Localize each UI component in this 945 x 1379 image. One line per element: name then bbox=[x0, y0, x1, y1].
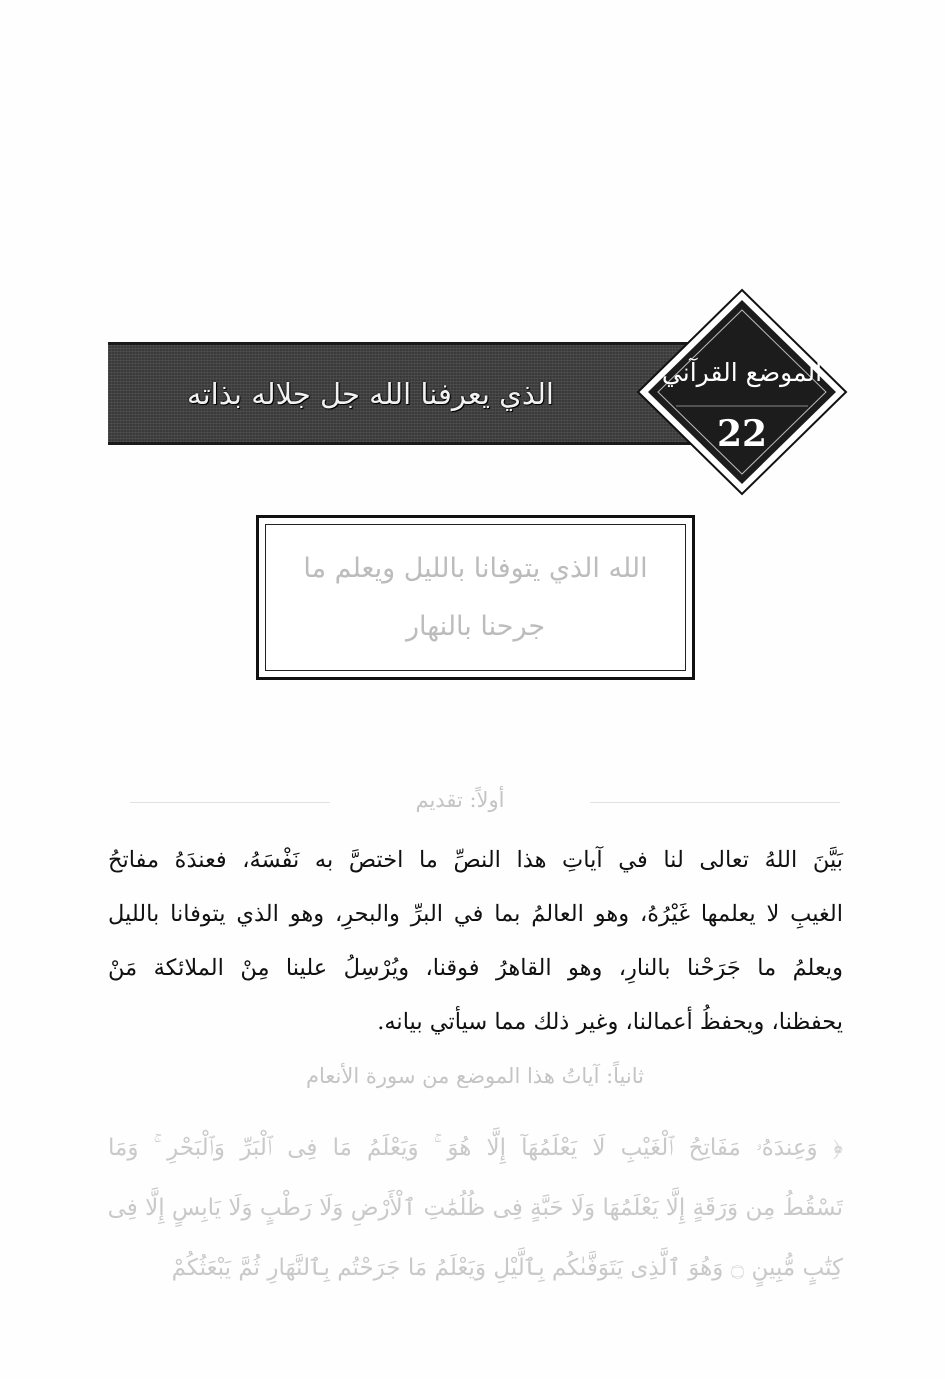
section-heading-verses: ثانياً: آياتُ هذا الموضع من سورة الأنعام bbox=[306, 1064, 644, 1088]
title-frame-inner bbox=[265, 524, 686, 671]
verse-line: تَسْقُطُ مِن وَرَقَةٍ إِلَّا يَعْلَمُهَا وَلَا حَبَّةٍ فِى ظُلُمَٰتِ ٱلْأَرْضِ وَلَا رَطْبٍ وَلَا يَابِسٍ إِلَّا فِى bbox=[108, 1195, 843, 1221]
verse-line: كِتَٰبٍ مُّبِينٍ ۝ وَهُوَ ٱلَّذِى يَتَوَفَّىٰكُم بِٱلَّيْلِ وَيَعْلَمُ مَا جَرَحْتُم بِٱلنَّهَارِ ثُمَّ يَبْعَثُكُمْ bbox=[171, 1255, 843, 1281]
body-line: بَيَّنَ اللهُ تعالى لنا في آياتِ هذا النصِّ ما اختصَّ به نَفْسَهُ، فعندَهُ مفاتحُ bbox=[108, 847, 843, 873]
chapter-number: 22 bbox=[716, 413, 768, 455]
chapter-title-band bbox=[108, 342, 693, 445]
title-frame bbox=[256, 515, 695, 680]
frame-line-1: الله الذي يتوفانا بالليل ويعلم ما bbox=[303, 552, 648, 584]
verse-line: ﴿ وَعِندَهُۥ مَفَاتِحُ ٱلْغَيْبِ لَا يَعْلَمُهَآ إِلَّا هُوَ ۚ وَيَعْلَمُ مَا فِى ٱلْبَرِّ وَٱلْبَحْرِ ۚ وَمَا bbox=[108, 1135, 843, 1161]
body-line: ويعلمُ ما جَرَحْنا بالنارِ، وهو القاهرُ فوقنا، ويُرْسِلُ علينا مِنْ الملائكة مَنْ bbox=[108, 955, 843, 981]
faint-rule-right bbox=[590, 802, 840, 803]
body-paragraph bbox=[108, 833, 843, 1049]
body-line: الغيبِ لا يعلمها غَيْرُهُ، وهو العالمُ بما في البرِّ والبحرِ، وهو الذي يتوفانا بالليل bbox=[108, 901, 843, 927]
chapter-title: الذي يعرفنا الله جل جلاله بذاته bbox=[187, 376, 554, 411]
badge-label: الموضع القرآني bbox=[661, 358, 823, 387]
faint-rule-left bbox=[130, 802, 330, 803]
frame-line-2: جرحنا بالنهار bbox=[405, 610, 546, 642]
body-line: يحفظنا، ويحفظُ أعمالنا، وغير ذلك مما سيأتي بيانه. bbox=[377, 1009, 843, 1035]
quran-verse-block bbox=[108, 1118, 843, 1298]
section-heading-intro: أولاً: تقديم bbox=[415, 788, 505, 812]
diamond-ornament-icon bbox=[636, 288, 848, 496]
chapter-badge bbox=[636, 288, 848, 496]
